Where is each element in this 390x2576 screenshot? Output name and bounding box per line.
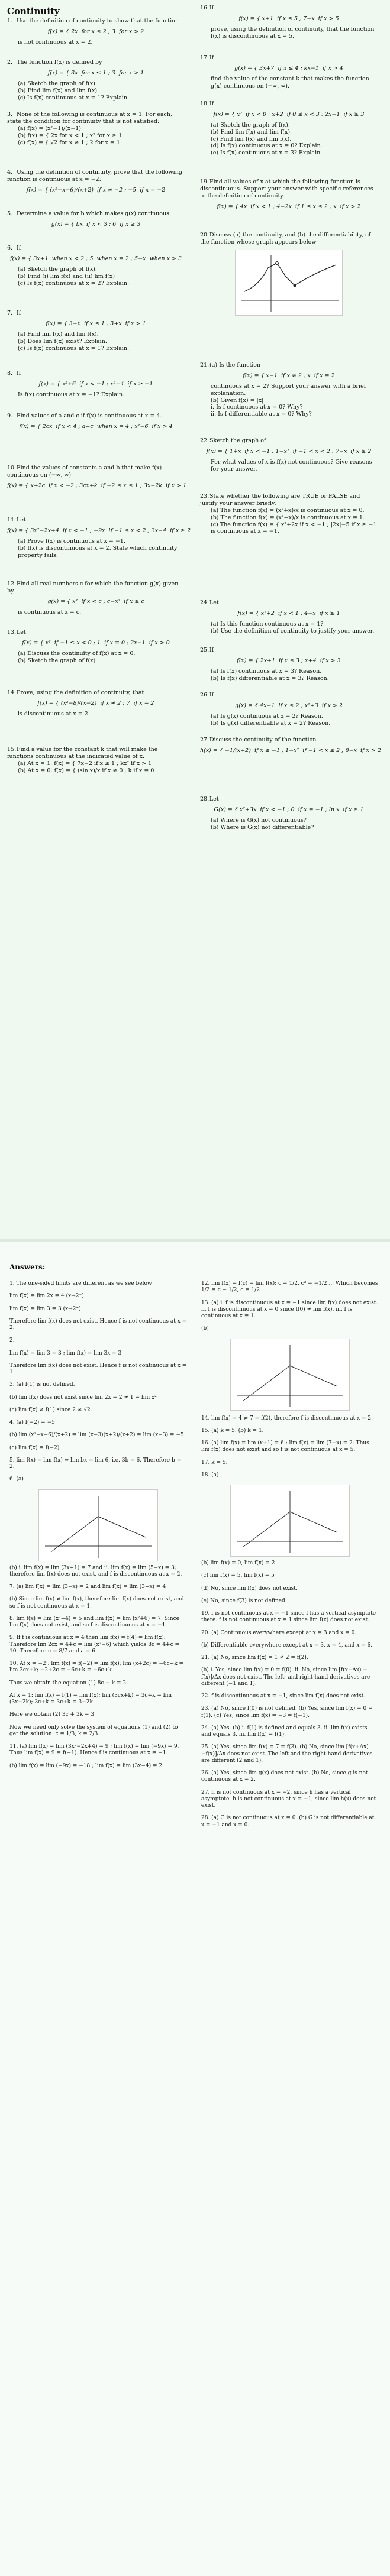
exercise-number: 21. — [200, 362, 209, 368]
answer-line: 23. (a) No, since f(0) is not defined. (b) Yes, since lim f(x) = 0 = f(1). (c) Yes, since lim f(x) = −3 = f(−1). — [201, 1706, 373, 1719]
exercise-number: 6. — [7, 245, 13, 251]
formula: f(x) = { 1+x if x < −1 ; 1−x² if −1 < x < 2 ; 7−x if x ≥ 2 — [206, 448, 372, 455]
exercise-prompt: Let — [209, 796, 219, 802]
exercise-prompt: Find a value for the constant k that will make the functions continuous at the indicated value of x. — [7, 746, 158, 760]
exercise-text — [200, 796, 378, 803]
formula: f(x) = { x² if x < 0 ; x+2 if 0 ≤ x < 3 ; 2x−1 if x ≥ 3 — [213, 111, 365, 118]
formula: f(x) = { 2cx if x < 4 ; a+c when x = 4 ; x²−6 if x > 4 — [19, 423, 173, 430]
exercise-prompt: Let — [209, 600, 219, 606]
exercise-item: (b) Sketch the graph of f(x). — [18, 657, 98, 664]
answer-line: (b) — [201, 1326, 209, 1332]
exercise-text — [7, 111, 185, 125]
exercise-prompt: If — [209, 5, 214, 11]
answer-line: 21. (a) No, since lim f(x) = 1 ≠ 2 = f(2). — [201, 1655, 308, 1661]
exercise — [7, 746, 185, 817]
formula: g(x) = { bx if x < 3 ; 6 if x ≥ 3 — [51, 221, 141, 228]
exercise-tail: is discontinuous at x = 2. — [18, 710, 90, 717]
formula: G(x) = { x²+3x if x < −1 ; 0 if x = −1 ; ln x if x ≥ 1 — [214, 806, 364, 813]
answer-line: (c) lim f(x) ≠ f(1) since 2 ≠ √2. — [9, 1407, 92, 1413]
answers-title: Answers: — [9, 1263, 46, 1271]
exercise-number: 24. — [200, 600, 209, 606]
exercise-item: (c) Is f(x) continuous at x = 1? Explain. — [18, 345, 129, 352]
exercise — [7, 59, 185, 105]
answer-line: (b) lim f(x) does not exist since lim 2x = 2 ≠ 1 = lim x² — [9, 1394, 157, 1401]
exercise-item: (a) f(x) = (x²−1)/(x−1) — [18, 125, 81, 132]
exercise-number: 28. — [200, 796, 209, 802]
exercise — [7, 370, 185, 407]
formula: f(x) = { 3−x if x ≤ 1 ; 3+x if x > 1 — [46, 320, 146, 327]
answer-line: 25. (a) Yes, since lim f(x) = 7 = f(3). (b) No, since lim [f(x+Δx)−f(x)]/Δx does not exist. The left and the right-hand derivatives are different (2 and 1). — [201, 1744, 373, 1764]
exercise-item: i. Is f continuous at x = 0? Why? — [211, 404, 303, 411]
formula: f(x) = { x+2c if x < −2 ; 3cx+k if −2 ≤ x ≤ 1 ; 3x−2k if x > 1 — [7, 482, 187, 489]
function-curve — [244, 263, 336, 291]
exercise — [200, 737, 381, 790]
exercise — [200, 647, 378, 686]
formula: f(x) = { 2x+1 if x ≤ 3 ; x+4 if x > 3 — [237, 657, 341, 664]
exercise-text — [200, 600, 378, 607]
answer-line: 4. (a) f(−2) = −5 — [9, 1420, 55, 1425]
exercise-prompt: If — [17, 310, 21, 316]
exercise-20-graph — [235, 250, 343, 316]
answer-line: (b) i. lim f(x) = lim (3x+1) = 7 and ii. lim f(x) = lim (5−x) = 3; therefore lim f(x) does not exist, and f is discontinuous at x = 2. — [9, 1564, 182, 1577]
exercise — [7, 210, 185, 239]
exercise-item: (e) Is f(x) continuous at x = 3? Explain. — [211, 150, 323, 157]
answer-graph — [38, 1489, 158, 1561]
exercise-item: (a) Discuss the continuity of f(x) at x = 0. — [18, 650, 136, 657]
exercise-item: (b) f(x) = { 2x for x < 1 ; x² for x ≥ 1 — [18, 132, 123, 139]
exercise-item: (a) Sketch the graph of f(x). — [211, 121, 290, 128]
exercise-number: 8. — [7, 370, 13, 377]
exercise-number: 13. — [7, 629, 17, 636]
exercise-text — [200, 101, 378, 108]
exercise — [7, 413, 185, 459]
exercise-item: (a) Sketch the graph of f(x). — [18, 80, 97, 87]
exercise-item: (b) Given f(x) = |x| — [211, 397, 264, 404]
exercise-number: 3. — [7, 111, 13, 118]
exercise-item: (c) Is f(x) continuous at x = 1? Explain. — [18, 94, 129, 101]
formula: g(x) = { 4x−1 if x ≤ 2 ; x²+3 if x > 2 — [235, 702, 343, 709]
exercise-prompt: Determine a value for b which makes g(x) continuous. — [17, 210, 171, 217]
exercise-tail: continuous at x = 2? Support your answer with a brief explanation. — [211, 383, 366, 397]
answer-line: 10. At x = −2 : lim f(x) = f(−2) = lim f(x); lim (x+2c) = −6c+k = lim 3cx+k; −2+2c = −6c+k = −6c+k — [9, 1661, 184, 1674]
exercise-item: (c) The function f(x) = { x²+2x if x < −1 ; |2x|−5 if x ≥ −1 is continuous at x = −1. — [211, 521, 377, 535]
exercise-text — [200, 232, 378, 246]
answer-line: Thus we obtain the equation (1) 8c − k = 2 — [9, 1680, 127, 1686]
exercise-tail: find the value of the constant k that makes the function g(x) continuous on (−∞, ∞). — [211, 75, 369, 89]
exercise-text — [7, 517, 185, 524]
formula: f(x) = { 3x for x ≤ 1 ; 3 for x > 1 — [47, 69, 144, 76]
exercise-item: (b) Find (i) lim f(x) and (ii) lim f(x) — [18, 273, 115, 280]
answer-line: 6. (a) — [9, 1476, 24, 1483]
exercise-item: (a) Is g(x) continuous at x = 2? Reason. — [211, 712, 323, 720]
exercise-item: (a) Where is G(x) not continuous? — [211, 816, 307, 824]
exercise-item: (b) The function f(x) = (x²+x)/x is continuous at x = 1. — [211, 514, 365, 521]
answer-line: (b) lim (x²−x−6)/(x+2) = lim (x−3)(x+2)/(x+2) = lim (x−3) = −5 — [9, 1432, 184, 1438]
answer-line: 24. (a) Yes. (b) i. f(1) is defined and equals 3. ii. lim f(x) exists and equals 3. iii. lim f(x) = f(1). — [201, 1725, 368, 1738]
answer-line: 16. (a) lim f(x) = lim (x+1) = 6 ; lim f(x) = lim (7−x) = 2. Thus lim f(x) does not exist and so f is not continuous at x = 5. — [201, 1440, 369, 1453]
exercises-left-column — [7, 18, 191, 823]
exercise-prompt: If — [209, 692, 214, 698]
exercise — [7, 689, 185, 740]
exercise-prompt: Sketch the graph of — [209, 438, 266, 444]
page-title: Continuity — [7, 6, 60, 17]
formula: f(x) = { 2x for x ≤ 2 ; 3 for x > 2 — [47, 28, 144, 35]
formula: h(x) = { −1/(x+2) if x ≤ −1 ; 1−x² if −1 < x ≤ 2 ; 8−x if x > 2 — [200, 747, 381, 754]
exercise-text — [7, 169, 185, 183]
exercise-item: ii. Is f differentiable at x = 0? Why? — [211, 411, 312, 418]
answer-line: (b) Since lim f(x) ≠ lim f(x), therefore lim f(x) does not exist, and so f is not continuous at x = 1. — [9, 1596, 184, 1609]
answer-line: 2. — [9, 1337, 15, 1344]
exercise — [200, 438, 378, 487]
exercise-number: 22. — [200, 438, 209, 444]
answer-line: lim f(x) = lim 3 = 3 ; lim f(x) = lim 3x = 3 — [9, 1350, 122, 1356]
exercise-prompt: Prove, using the definition of continuity, that — [17, 689, 144, 696]
exercise-text — [200, 647, 378, 654]
answer-line: lim f(x) = lim 2x = 4 (x→2⁻) — [9, 1293, 84, 1300]
answer-line: 9. If f is continuous at x = 4 then lim f(x) = f(4) = lim f(x). Therefore lim 2cx = 4+c = lim (x²−6) which yields 8c = 4+c = 10. Therefore c = 8/7 and a = 6. — [9, 1635, 180, 1654]
answer-line: (b) lim f(x) = lim (−9x) = −18 ; lim f(x) = lim (3x−4) = 2 — [9, 1762, 163, 1769]
answer-graph — [230, 1339, 350, 1411]
formula: f(x) = { x² if −1 ≤ x < 0 ; 1 if x = 0 ; 2x−1 if x > 0 — [22, 639, 170, 646]
exercise — [7, 169, 185, 205]
exercise-number: 11. — [7, 517, 17, 523]
exercise-number: 18. — [200, 101, 209, 107]
answer-line: 1. The one-sided limits are different as we see below — [9, 1281, 152, 1287]
exercise-prompt: (a) Is the function — [209, 362, 261, 368]
formula: g(x) = { 3x+7 if x ≤ 4 ; kx−1 if x > 4 — [234, 64, 343, 72]
exercise-prompt: If — [209, 647, 214, 653]
formula: f(x) = { x+1 if x ≤ 5 ; 7−x if x > 5 — [238, 15, 339, 22]
exercise — [200, 5, 378, 48]
exercise — [7, 629, 185, 683]
exercise-tail: is continuous at x = c. — [18, 608, 82, 615]
exercise-text — [200, 692, 378, 699]
exercise — [7, 310, 185, 364]
exercise-text — [200, 5, 378, 12]
exercise — [200, 493, 378, 594]
exercise-item: (b) At x = 0: f(x) = { (sin x)/x if x ≠ 0 ; k if x = 0 — [18, 767, 154, 774]
exercise-text — [7, 581, 185, 595]
exercise-number: 9. — [7, 413, 13, 419]
open-point — [276, 261, 279, 264]
exercise-number: 12. — [7, 581, 17, 587]
exercise-number: 19. — [200, 179, 209, 185]
answer-line: (c) lim f(x) = f(−2) — [9, 1444, 60, 1451]
formula: f(x) = { 4x if x < 1 ; 4−2x if 1 ≤ x ≤ 2 ; x if x > 2 — [217, 203, 361, 210]
exercise-text — [200, 493, 378, 507]
exercise-number: 27. — [200, 737, 209, 743]
closed-point — [294, 284, 296, 287]
exercise-item: (a) Sketch the graph of f(x). — [18, 265, 97, 273]
answer-line: 17. k = 5. — [201, 1459, 228, 1466]
answer-line: Now we need only solve the system of equations (1) and (2) to get the solution: c = 1/3, k = 2/3. — [9, 1724, 178, 1737]
exercise-item: (d) Is f(x) continuous at x = 0? Explain. — [211, 142, 323, 150]
exercise-number: 17. — [200, 54, 209, 61]
exercise-number: 15. — [7, 746, 17, 753]
exercise-tail: prove, using the definition of continuity, that the function f(x) is discontinuous at x = 5. — [211, 25, 375, 40]
answer-line: 22. f is discontinuous at x = −1, since lim f(x) does not exist. — [201, 1693, 366, 1699]
exercise-prompt: Discuss the continuity of the function — [209, 737, 317, 743]
exercise-prompt: If — [209, 101, 214, 107]
exercise-text — [200, 362, 378, 369]
exercise-text — [200, 438, 378, 445]
exercise-item: (b) Does lim f(x) exist? Explain. — [18, 338, 107, 345]
exercise-tail: Is f(x) continuous at x = −1? Explain. — [18, 391, 125, 398]
exercise-item: (b) Use the definition of continuity to justify your answer. — [211, 627, 375, 634]
exercise-prompt: Using the definition of continuity, prove that the following function is continuous at x = −2: — [7, 169, 182, 183]
answer-line: 12. lim f(x) = f(c) = lim f(x); c = 1/2, c² = −1/2 ... Which becomes 1/2 = c − 1/2, c = 1/2 — [201, 1281, 378, 1294]
exercise — [200, 179, 378, 226]
exercise-item: (b) Find lim f(x) and lim f(x). — [211, 128, 292, 135]
answer-graph — [230, 1485, 350, 1557]
answers-right-column — [201, 1276, 379, 1835]
answer-line: 19. f is not continuous at x = −1 since f has a vertical asymptote there. f is not continuous at x = 1 since lim f(x) does not exist. — [201, 1611, 376, 1624]
exercise-item: (b) Find lim f(x) and lim f(x). — [18, 87, 99, 94]
exercise-item: (a) Is this function continuous at x = 1? — [211, 620, 324, 627]
exercise-prompt: Find values of a and c if f(x) is continuous at x = 4. — [17, 413, 162, 419]
answer-line: (b) i. Yes, since lim f(x) = 0 = f(0). ii. No, since lim [f(x+Δx) − f(x)]/Δx does not exist. The left- and right-hand derivatives are different (−1 and 1). — [201, 1667, 370, 1687]
exercise-text — [7, 310, 185, 317]
formula: f(x) = { (x²−x−6)/(x+2) if x ≠ −2 ; −5 if x = −2 — [26, 186, 166, 193]
exercise-item: (a) At x = 1: f(x) = { 7x−2 if x ≤ 1 ; kx² if x > 1 — [18, 760, 152, 767]
exercise-item: (b) Is g(x) differentiable at x = 2? Reason. — [211, 720, 331, 727]
exercise-item: (c) Is f(x) continuous at x = 2? Explain. — [18, 280, 129, 287]
exercise-tail: For what values of x is f(x) not continuous? Give reasons for your answer. — [211, 458, 372, 472]
answer-line: 8. lim f(x) = lim (x²+4) = 5 and lim f(x) = lim (x²+6) = 7. Since lim f(x) does not exist, and so f is discontinuous at x = −1. — [9, 1615, 179, 1628]
exercise — [200, 362, 378, 432]
exercise — [200, 796, 378, 849]
exercise-prompt: If — [17, 245, 21, 251]
exercise-prompt: If — [17, 370, 21, 377]
answer-line: 28. (a) G is not continuous at x = 0. (b) G is not differentiable at x = −1 and x = 0. — [201, 1815, 375, 1828]
answer-line: (d) No, since lim f(x) does not exist. — [201, 1585, 298, 1592]
exercise-number: 25. — [200, 647, 209, 653]
exercise-prompt: If — [209, 54, 214, 61]
exercise-item: (c) f(x) = { √2 for x ≠ 1 ; 2 for x = 1 — [18, 139, 120, 146]
answer-line: 14. lim f(x) = 4 ≠ 7 = f(2), therefore f is discontinuous at x = 2. — [201, 1415, 373, 1421]
exercise-prompt: Find the values of constants a and b that make f(x) continuous on (−∞, ∞) — [7, 465, 162, 478]
exercise-number: 7. — [7, 310, 13, 316]
exercise-item: (a) The function f(x) = (x²+x)/x is continuous at x = 0. — [211, 507, 365, 514]
formula: f(x) = { 3x²−2x+4 if x < −1 ; −9x if −1 ≤ x < 2 ; 3x−4 if x ≥ 2 — [7, 527, 191, 534]
answer-line: 18. (a) — [201, 1472, 219, 1478]
exercise-text — [200, 737, 378, 744]
exercise-text — [7, 746, 185, 760]
exercise-prompt: Find all values of x at which the following function is discontinuous. Support your answer with specific references to the definition of continuity. — [200, 179, 373, 199]
exercise-text — [7, 210, 185, 218]
exercise-text — [200, 179, 378, 200]
exercise-number: 23. — [200, 493, 209, 500]
exercise — [7, 581, 185, 623]
exercise-text — [7, 465, 185, 479]
exercise-number: 4. — [7, 169, 13, 176]
exercise-prompt: Discuss (a) the continuity, and (b) the differentiability, of the function whose graph appears below — [200, 232, 371, 245]
answers-left-column — [9, 1276, 187, 1775]
exercise-prompt: State whether the following are TRUE or FALSE and justify your answer briefly: — [200, 493, 360, 507]
exercise-number: 16. — [200, 5, 209, 11]
exercise-prompt: Let — [17, 629, 26, 636]
exercise — [200, 54, 378, 95]
formula: g(x) = { x² if x < c ; c−x² if x ≥ c — [47, 598, 144, 605]
exercise-text — [7, 413, 185, 420]
answer-line: Therefore lim f(x) does not exist. Hence f is not continuous at x = 1. — [9, 1362, 187, 1375]
exercise — [7, 111, 185, 163]
exercise — [200, 600, 378, 641]
exercise-item: (a) Find lim f(x) and lim f(x). — [18, 330, 99, 338]
exercise-item: (a) Prove f(x) is continuous at x = −1. — [18, 537, 125, 545]
exercise-prompt: Use the definition of continuity to show that the function — [17, 18, 179, 24]
exercise-number: 26. — [200, 692, 209, 698]
exercise — [7, 517, 191, 575]
exercise-number: 1. — [7, 18, 13, 24]
exercise-text — [200, 54, 378, 61]
formula: f(x) = { 3x+1 when x < 2 ; 5 when x = 2 ; 5−x when x > 3 — [10, 255, 182, 262]
exercise-tail: is not continuous at x = 2. — [18, 38, 93, 46]
exercise-number: 10. — [7, 465, 17, 471]
exercise-prompt: Let — [17, 517, 26, 523]
exercise-text — [7, 689, 185, 696]
exercise-number: 14. — [7, 689, 17, 696]
answer-line: (b) Differentiable everywhere except at x = 3, x = 4, and x = 6. — [201, 1642, 373, 1648]
exercise — [200, 232, 378, 356]
answer-line: Therefore lim f(x) does not exist. Hence f is not continuous at x = 2. — [9, 1318, 187, 1331]
exercise-text — [7, 59, 185, 66]
answer-line: lim f(x) = lim 3 = 3 (x→2⁺) — [9, 1305, 81, 1312]
answer-line: At x = 1: lim f(x) = f(1) = lim f(x); lim (3cx+k) = 3c+k = lim (3x−2k); 3c+k = 3c+k = 3−2k — [9, 1692, 172, 1705]
exercise-item: (b) f(x) is discontinuous at x = 2. State which continuity property fails. — [18, 545, 178, 559]
answer-line: 7. (a) lim f(x) = lim (3−x) = 2 and lim f(x) = lim (3+x) = 4 — [9, 1584, 166, 1590]
formula: f(x) = { x−1 if x ≠ 2 ; x if x = 2 — [243, 372, 335, 379]
exercise-item: (b) Is f(x) differentiable at x = 3? Reason. — [211, 675, 329, 682]
exercise — [200, 692, 378, 731]
answer-line: 20. (a) Continuous everywhere except at x = 3 and x = 0. — [201, 1629, 357, 1636]
exercise-number: 20. — [200, 232, 209, 238]
exercise-text — [7, 245, 185, 252]
exercise-prompt: Find all real numbers c for which the function g(x) given by — [7, 581, 179, 594]
answer-line: 5. lim f(x) = lim f(x) ⇒ lim bx = lim 6, i.e. 3b = 6. Therefore b = 2. — [9, 1457, 182, 1470]
answer-line: (e) No, since f(3) is not defined. — [201, 1598, 287, 1604]
exercise-number: 5. — [7, 210, 13, 217]
exercise-item: (a) Is f(x) continuous at x = 3? Reason. — [211, 668, 322, 675]
exercise-number: 2. — [7, 59, 13, 66]
formula: f(x) = { (x²−8)/(x−2) if x ≠ 2 ; 7 if x = 2 — [37, 699, 154, 707]
answer-line: (b) lim f(x) = 0, lim f(x) = 2 — [201, 1560, 275, 1566]
exercise-text — [7, 629, 185, 636]
formula: f(x) = { x²+2 if x < 1 ; 4−x if x ≥ 1 — [237, 610, 340, 617]
exercise-prompt: None of the following is continuous at x = 1. For each, state the condition for continuity that is not satisfied: — [7, 111, 173, 125]
exercise — [200, 101, 378, 173]
exercise-text — [7, 370, 185, 377]
exercises-right-column — [200, 5, 381, 855]
exercise-prompt: The function f(x) is defined by — [17, 59, 102, 66]
answer-line: 26. (a) Yes, since lim g(x) does not exist. (b) No, since g is not continuous at x = 2. — [201, 1770, 368, 1783]
exercise-text — [7, 18, 185, 25]
exercise — [7, 245, 185, 304]
answer-line: 11. (a) lim f(x) = lim (3x²−2x+4) = 9 ; lim f(x) = lim (−9x) = 9. Thus lim f(x) = 9 = f(−1). Hence f is continuous at x = −1. — [9, 1744, 179, 1757]
answer-line: 27. h is not continuous at x = −2, since h has a vertical asymptote. h is not continuous at x = −1, since lim h(x) does not exist. — [201, 1789, 376, 1809]
answer-line: 15. (a) k = 5. (b) k = 1. — [201, 1427, 264, 1434]
answer-line: (c) lim f(x) = 5, lim f(x) = 5 — [201, 1573, 275, 1579]
exercise-item: (c) Find lim f(x) and lim f(x). — [211, 135, 292, 142]
exercise — [7, 18, 185, 53]
answer-line: 3. (a) f(1) is not defined. — [9, 1382, 75, 1388]
exercise — [7, 465, 185, 511]
formula: f(x) = { x²+6 if x < −1 ; x²+4 if x ≥ −1 — [38, 380, 153, 387]
answer-line: 13. (a) i. f is discontinuous at x = −1 since lim f(x) does not exist. ii. f is discontinuous at x = 0 since f(0) ≠ lim f(x). iii. f is continuous at x = 1. — [201, 1300, 378, 1319]
answer-line: Here we obtain (2) 3c + 3k = 3 — [9, 1712, 95, 1718]
exercise-item: (b) Where is G(x) not differentiable? — [211, 824, 314, 831]
